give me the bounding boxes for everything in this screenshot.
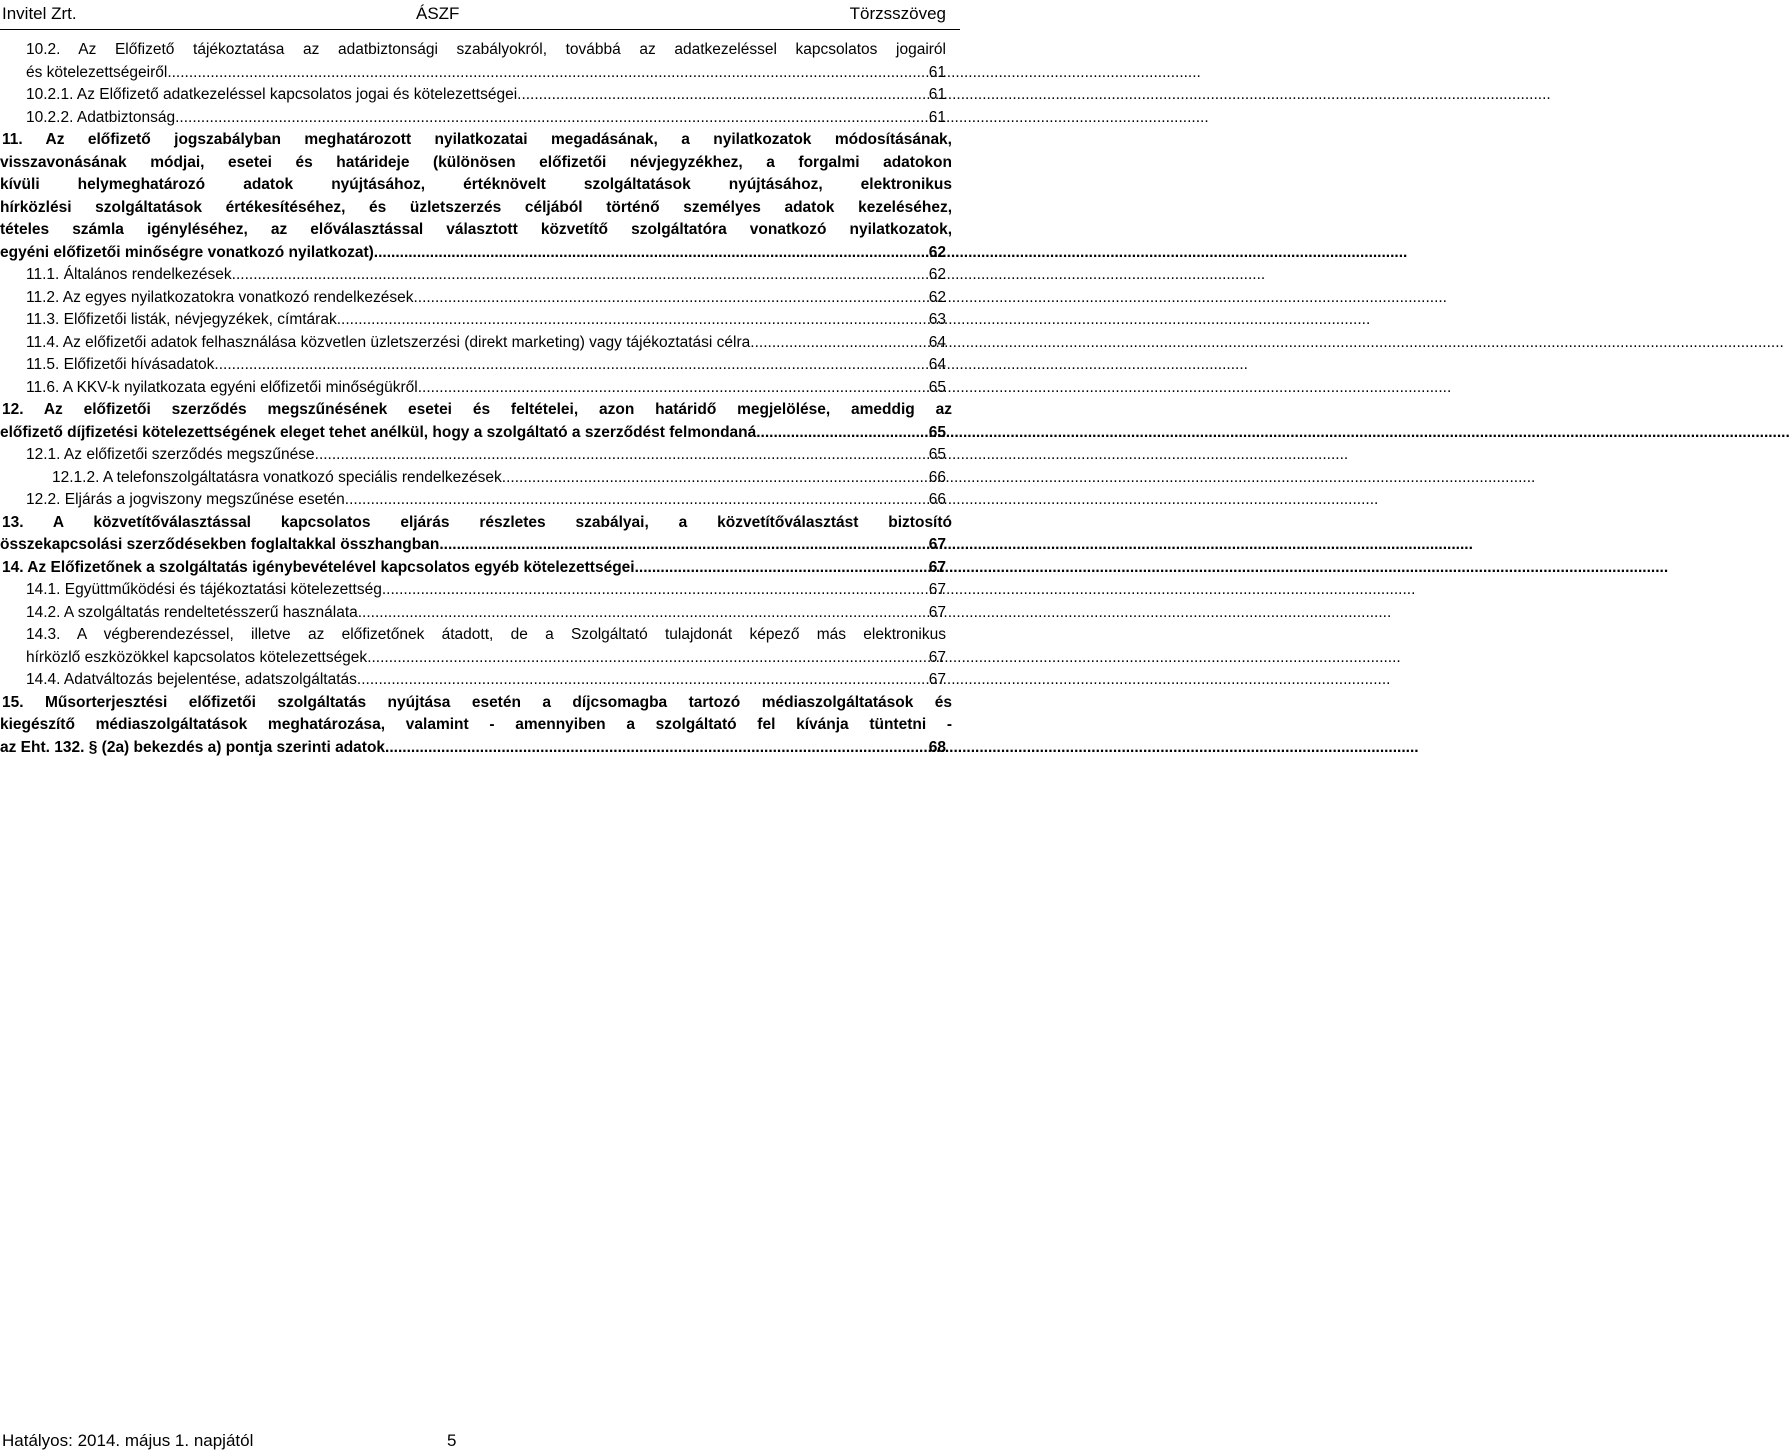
toc-entry-10-2-2[interactable] [0, 107, 960, 130]
toc-page-number: 63 [928, 311, 946, 328]
toc-entry-14-3[interactable] [0, 624, 960, 669]
toc-entry-15[interactable] [0, 692, 960, 760]
toc-entry-text: tételes számla igényléséhez, az előválasztással választott közvetítő szolgáltatóra vonatkozó nyilatkozatok, [0, 221, 952, 238]
toc-entry-text: kívüli helymeghatározó adatok nyújtásához, értéknövelt szolgáltatások nyújtásához, elektronikus [0, 176, 952, 193]
toc-leader-dots [175, 107, 928, 130]
toc-entry-text: 11.2. Az egyes nyilatkozatokra vonatkozó rendelkezések [26, 288, 414, 306]
toc-entry-12-1[interactable] [0, 444, 960, 467]
toc-page-number: 64 [928, 333, 946, 351]
toc-leader-dots [357, 669, 928, 692]
toc-entry-text: 12.1.2. A telefonszolgáltatásra vonatkozó speciális rendelkezések [52, 468, 502, 486]
toc-leader-dots [385, 737, 928, 760]
toc-page-number: 64 [928, 356, 946, 373]
toc-entry-text: kiegészítő médiaszolgáltatások meghatározása, valamint - amennyiben a szolgáltató fel kívánja tüntetni - [0, 716, 952, 733]
toc-entry-text: 11.3. Előfizetői listák, névjegyzékek, címtárak [26, 311, 337, 328]
toc-page-number: 68 [928, 738, 946, 756]
toc-leader-dots [374, 242, 928, 265]
page-footer [0, 1430, 960, 1451]
toc-leader-dots [315, 444, 928, 467]
toc-leader-dots [517, 84, 928, 107]
toc-entry-11-6[interactable] [0, 377, 960, 400]
toc-page-number: 65 [928, 378, 946, 396]
footer-page-number: 5 [447, 1431, 457, 1450]
toc-entry-text: összekapcsolási szerződésekben foglaltakkal összhangban [0, 536, 440, 553]
toc-entry-text: 11. Az előfizető jogszabályban meghatározott nyilatkozatai megadásának, a nyilatkozatok módosításának, [2, 131, 952, 148]
toc-leader-dots [337, 309, 928, 332]
toc-entry-text: az Eht. 132. § (2a) bekezdés a) pontja szerinti adatok [0, 738, 386, 756]
toc-entry-14-4[interactable] [0, 669, 960, 692]
toc-page-number: 61 [928, 108, 946, 126]
toc-entry-text: 11.5. Előfizetői hívásadatok [26, 356, 215, 373]
toc-leader-dots [214, 354, 927, 377]
toc-page-number: 67 [928, 581, 946, 598]
toc-entry-10-2[interactable] [0, 39, 960, 84]
toc-page-number: 66 [928, 491, 946, 508]
header-divider [0, 29, 960, 30]
toc-entry-12-1-2[interactable] [0, 467, 960, 490]
toc-entry-text: 10.2.2. Adatbiztonság [26, 108, 176, 126]
toc-entry-text: 10.2.1. Az Előfizető adatkezeléssel kapcsolatos jogai és kötelezettségei [26, 86, 518, 103]
toc-page-number: 62 [928, 288, 946, 306]
toc-leader-dots [413, 287, 927, 310]
header-version: Törzsszöveg [849, 4, 946, 23]
toc-entry-text: 10.2. Az Előfizető tájékoztatása az adatbiztonsági szabályokról, továbbá az adatkezeléssel kapcsolatos jogairól [26, 41, 946, 58]
header-company: Invitel Zrt. [2, 4, 77, 23]
toc-page-number: 61 [928, 63, 946, 81]
toc-page-number: 67 [928, 536, 946, 553]
table-of-contents [0, 39, 960, 759]
toc-entry-11-4[interactable] [0, 332, 960, 355]
toc-entry-text: 14. Az Előfizetőnek a szolgáltatás igénybevételével kapcsolatos egyéb kötelezettségei [2, 558, 635, 576]
toc-entry-text: 11.4. Az előfizetői adatok felhasználása közvetlen üzletszerzési (direkt marketing) vagy tájékoztatási célra [26, 333, 751, 351]
toc-entry-text: 12. Az előfizetői szerződés megszűnésének esetei és feltételei, azon határidő megjelölése, ameddig az [2, 401, 952, 418]
toc-entry-11-3[interactable] [0, 309, 960, 332]
toc-leader-dots [345, 489, 928, 512]
toc-page-number: 67 [928, 603, 946, 621]
toc-leader-dots [358, 602, 928, 625]
toc-page-number: 62 [928, 266, 946, 283]
toc-entry-text: 14.4. Adatváltozás bejelentése, adatszolgáltatás [26, 671, 357, 688]
toc-leader-dots [167, 62, 927, 85]
header-doc-type: ÁSZF [416, 4, 460, 23]
toc-entry-text: 14.3. A végberendezéssel, illetve az előfizetőnek átadott, de a Szolgáltató tulajdonát képező más elektronikus [26, 626, 946, 643]
toc-page-number: 61 [928, 86, 946, 103]
toc-entry-text: 13. A közvetítőválasztással kapcsolatos eljárás részletes szabályai, a közvetítőválasztást biztosító [2, 513, 952, 531]
toc-entry-text: hírközlő eszközökkel kapcsolatos kötelezettségek [26, 648, 368, 666]
toc-entry-text: visszavonásának módjai, esetei és határideje (különösen előfizetői névjegyzékhez, a forgalmi adatokon [0, 153, 952, 171]
toc-page-number: 67 [928, 558, 946, 576]
toc-entry-12[interactable] [0, 399, 960, 444]
toc-entry-text: 12.1. Az előfizetői szerződés megszűnése [26, 446, 315, 463]
toc-leader-dots [367, 647, 928, 670]
toc-entry-text: 15. Műsorterjesztési előfizetői szolgáltatás nyújtása esetén a díjcsomagba tartozó médiaszolgáltatások és [2, 693, 952, 711]
toc-page-number: 62 [928, 243, 946, 261]
toc-entry-text: és kötelezettségeiről [26, 63, 168, 81]
toc-page-number: 66 [928, 468, 946, 486]
page-header [0, 0, 960, 28]
toc-leader-dots [439, 534, 927, 557]
toc-entry-text: 11.1. Általános rendelkezések [26, 266, 232, 283]
toc-leader-dots [750, 332, 927, 355]
toc-entry-13[interactable] [0, 512, 960, 557]
toc-page-number: 67 [928, 648, 946, 666]
toc-leader-dots [418, 377, 928, 400]
toc-entry-11-1[interactable] [0, 264, 960, 287]
footer-effective-date: Hatályos: 2014. május 1. napjától [2, 1431, 254, 1450]
toc-entry-text: 12.2. Eljárás a jogviszony megszűnése esetén [26, 491, 345, 508]
toc-entry-11-2[interactable] [0, 287, 960, 310]
toc-leader-dots [232, 264, 928, 287]
toc-entry-text: egyéni előfizetői minőségre vonatkozó nyilatkozat) [0, 243, 374, 261]
toc-entry-text: 14.1. Együttműködési és tájékoztatási kötelezettség [26, 581, 382, 598]
toc-page-number: 67 [928, 671, 946, 688]
toc-leader-dots [756, 422, 928, 445]
toc-entry-text: 11.6. A KKV-k nyilatkozata egyéni előfizetői minőségükről [26, 378, 418, 396]
toc-page-number: 65 [928, 446, 946, 463]
toc-entry-14-2[interactable] [0, 602, 960, 625]
toc-entry-10-2-1[interactable] [0, 84, 960, 107]
toc-page-number: 65 [928, 423, 946, 441]
toc-entry-text: előfizető díjfizetési kötelezettségének eleget tehet anélkül, hogy a szolgáltató a szerződést felmondaná [0, 423, 757, 441]
toc-leader-dots [635, 557, 928, 580]
toc-entry-11-5[interactable] [0, 354, 960, 377]
toc-entry-14-1[interactable] [0, 579, 960, 602]
toc-leader-dots [502, 467, 928, 490]
toc-leader-dots [382, 579, 928, 602]
toc-entry-text: 14.2. A szolgáltatás rendeltetésszerű használata [26, 603, 358, 621]
toc-entry-12-2[interactable] [0, 489, 960, 512]
toc-entry-14[interactable] [0, 557, 960, 580]
toc-entry-11[interactable] [0, 129, 960, 264]
toc-entry-text: hírközlési szolgáltatások értékesítéséhez, és üzletszerzés céljából történő személyes adatok kezeléséhez, [0, 198, 952, 216]
